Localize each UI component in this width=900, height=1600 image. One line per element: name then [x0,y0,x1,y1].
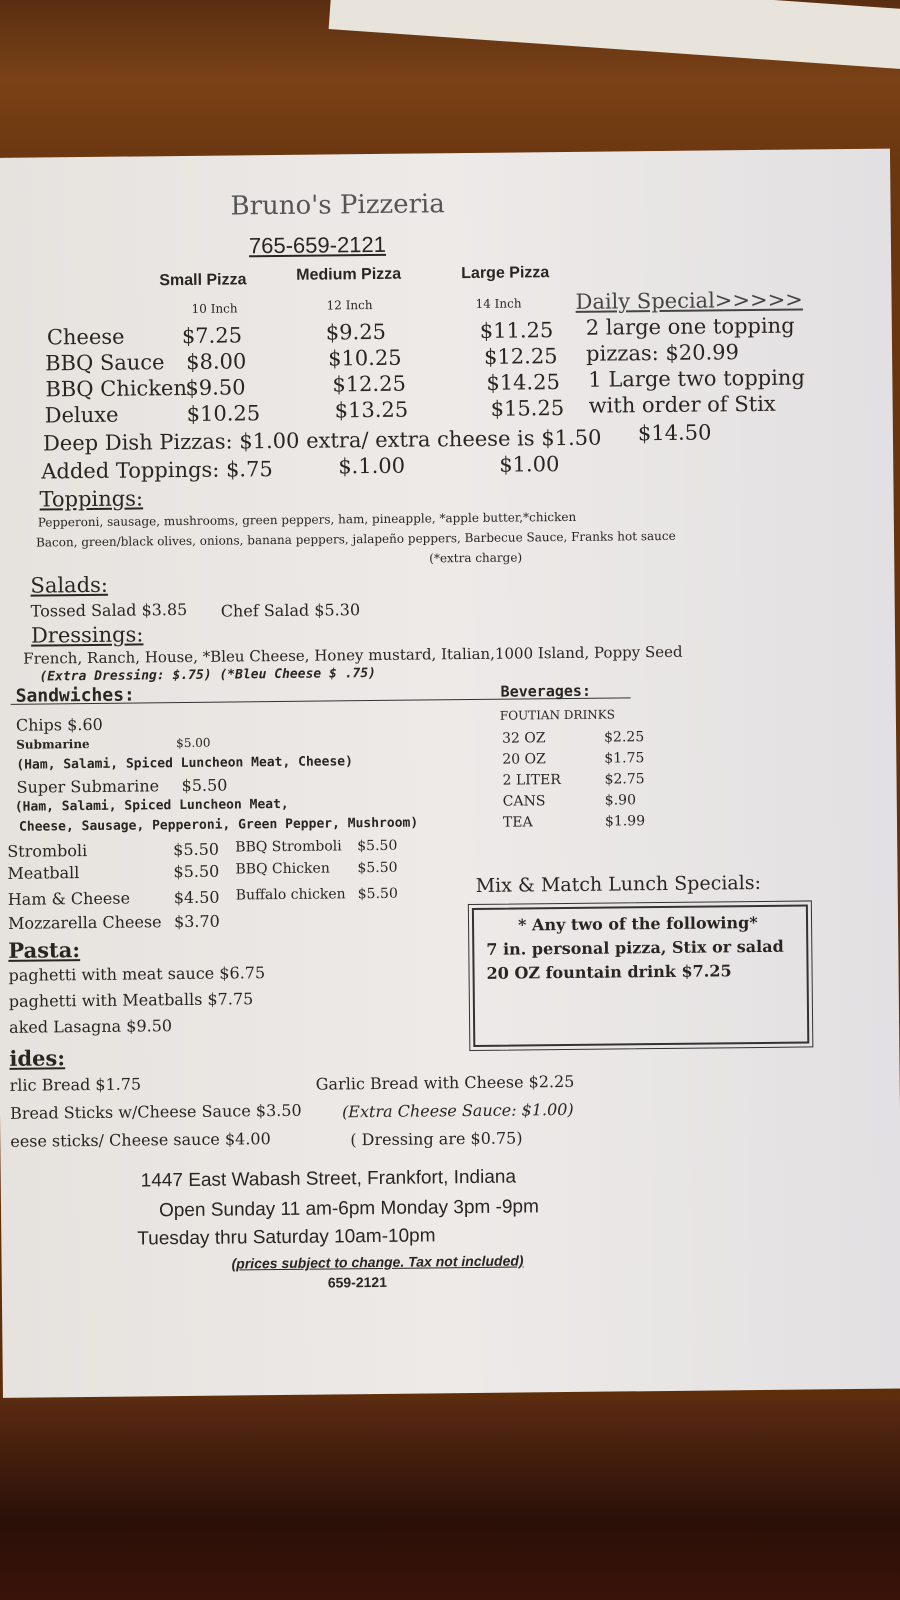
pasta-item: aked Lasagna $9.50 [9,1016,173,1037]
sandwich-name: BBQ Stromboli [235,838,342,856]
pasta-item: paghetti with Meatballs $7.75 [8,989,254,1011]
sandwich-desc: (Ham, Salami, Spiced Luncheon Meat, Cheese) [16,754,353,773]
beverage-size: CANS [502,793,546,810]
price: $15.25 [490,396,565,421]
beverages-sub: FOUTIAN DRINKS [499,707,616,723]
sandwich-name: Meatball [7,863,80,883]
price: $3.70 [173,911,220,932]
price: $7.25 [181,323,243,348]
sandwich-name: Stromboli [7,841,88,861]
sandwich-name: Ham & Cheese [7,888,131,909]
dressings-list: French, Ranch, House, *Bleu Cheese, Honey mustard, Italian,1000 Island, Poppy Seed [23,642,683,668]
pizza-name: BBQ Chicken [45,375,188,402]
side-note: ( Dressing are $0.75) [350,1128,523,1150]
price: $5.50 [181,775,228,796]
price: $13.25 [334,397,409,423]
side-item: Bread Sticks w/Cheese Sauce $3.50 [9,1100,302,1123]
lunch-specials-box [472,904,809,1047]
toppings-line: Pepperoni, sausage, mushrooms, green peppers, ham, pineapple, *apple butter,*chicken [37,509,577,530]
restaurant-name: Bruno's Pizzeria [230,189,445,222]
price: $9.25 [325,319,387,345]
price: $5.50 [173,839,220,860]
price: $5.50 [357,859,398,877]
beverages-heading: Beverages: [500,681,592,701]
dressings-heading: Dressings: [30,622,144,648]
salad-item: Tossed Salad $3.85 [30,599,188,621]
special-line: 2 large one topping [585,313,795,340]
special-line: with order of Stix [588,391,776,418]
salads-heading: Salads: [30,572,109,598]
sandwich-name: Buffalo chicken [235,886,346,904]
hours: Open Sunday 11 am-6pm Monday 3pm -9pm [158,1196,539,1222]
phone-number: 765-659-2121 [248,231,387,259]
beverage-size: 32 OZ [502,730,546,747]
price: $5.50 [357,837,398,855]
inch-large: 14 Inch [475,296,522,311]
price: $2.25 [604,729,645,746]
side-item: rlic Bread $1.75 [9,1074,142,1095]
hours: Tuesday thru Saturday 10am-10pm [137,1225,436,1250]
added-toppings: Added Toppings: $.75 [41,457,273,484]
beverage-size: 20 OZ [502,751,546,768]
footer-phone: 659-2121 [327,1273,388,1291]
price: $10.25 [186,401,261,426]
special-line: 1 Large two topping [588,365,805,392]
sandwich-desc: (Ham, Salami, Spiced Luncheon Meat, [14,796,289,815]
toppings-heading: Toppings: [39,486,144,512]
pizza-name: Cheese [46,324,125,350]
price: $2.75 [604,771,645,788]
price: $5.50 [357,885,398,903]
price: $14.25 [486,370,560,395]
pizza-name: Deluxe [44,402,119,428]
price: $.1.00 [338,453,406,479]
background-paper [329,0,900,71]
menu-sheet [0,149,900,1398]
special-line: $14.50 [637,420,712,446]
price: $11.25 [479,318,554,343]
sandwich-name: Submarine [16,736,90,752]
price: $12.25 [483,344,558,369]
toppings-line: Bacon, green/black olives, onions, banana peppers, jalapeño peppers, Barbecue Sauce, Franks hot sauce [35,528,676,550]
beverage-size: TEA [502,814,533,831]
price-note: (prices subject to change. Tax not included) [231,1252,524,1272]
size-large: Large Pizza [461,264,550,283]
side-item: Garlic Bread with Cheese $2.25 [315,1071,575,1094]
chips: Chips $.60 [15,714,103,735]
dressings-extra: (Extra Dressing: $.75) (*Bleu Cheese $ .75) [39,665,377,685]
price: $9.50 [185,375,246,400]
price: $1.99 [604,813,646,830]
deep-dish-note: Deep Dish Pizzas: $1.00 extra/ extra cheese is $1.50 [42,425,602,456]
beverage-size: 2 LITER [502,772,561,789]
side-item: eese sticks/ Cheese sauce $4.00 [10,1129,271,1151]
sides-heading: ides: [9,1045,66,1071]
special-line: pizzas: $20.99 [585,340,740,366]
sandwich-name: Super Submarine [16,776,160,797]
price: $4.50 [173,887,220,908]
price: $10.25 [327,345,402,371]
salad-item: Chef Salad $5.30 [220,600,361,621]
size-small: Small Pizza [159,271,247,290]
table-edge [0,1400,900,1600]
sandwiches-heading: Sandwiches: [15,684,135,707]
daily-special-heading: Daily Special>>>>> [575,287,803,314]
sandwich-desc: Cheese, Sausage, Pepperoni, Green Pepper, Mushroom) [18,815,419,835]
price: $1.00 [499,452,560,477]
address: 1447 East Wabash Street, Frankfort, Indiana [140,1166,517,1192]
pasta-heading: Pasta: [8,937,81,963]
lunch-heading: Mix & Match Lunch Specials: [475,871,762,897]
side-note: (Extra Cheese Sauce: $1.00) [341,1099,574,1122]
inch-medium: 12 Inch [326,298,373,313]
sandwich-name: Mozzarella Cheese [7,912,162,933]
pizza-name: BBQ Sauce [45,350,165,376]
price: $5.50 [173,861,220,882]
price: $5.00 [176,735,211,751]
lunch-line: * Any two of the following* [517,913,758,935]
size-medium: Medium Pizza [296,265,402,284]
lunch-line: 7 in. personal pizza, Stix or salad [486,936,784,959]
price: $8.00 [186,349,247,374]
price: $12.25 [332,371,406,397]
toppings-note: (*extra charge) [429,550,523,566]
lunch-line: 20 OZ fountain drink $7.25 [486,961,732,983]
price: $1.75 [604,750,645,767]
inch-small: 10 Inch [191,301,238,316]
pasta-item: paghetti with meat sauce $6.75 [8,963,266,985]
price: $.90 [604,792,637,809]
sandwich-name: BBQ Chicken [235,860,330,878]
